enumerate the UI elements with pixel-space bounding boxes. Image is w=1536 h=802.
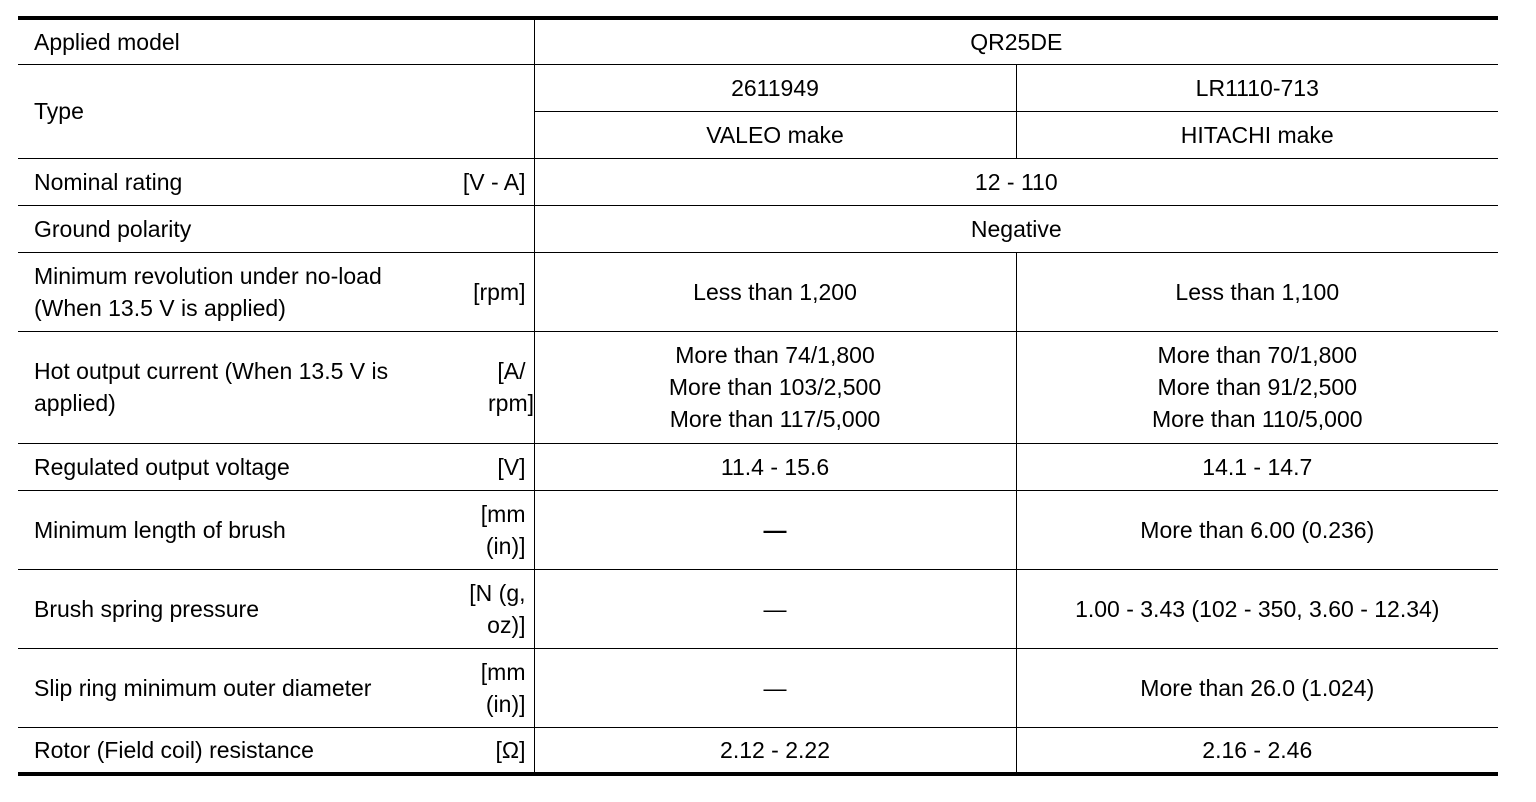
ground-polarity-label: Ground polarity: [18, 205, 534, 252]
hot-output-col2-line: More than 110/5,000: [1151, 406, 1363, 432]
type-col2-make: HITACHI make: [1016, 111, 1498, 158]
ground-polarity-value: Negative: [534, 205, 1498, 252]
hot-output-label: Hot output current (When 13.5 V is applied): [18, 331, 428, 443]
brush-length-col2: More than 6.00 (0.236): [1016, 490, 1498, 569]
brush-spring-unit: [N (g, oz)]: [428, 569, 534, 648]
hot-output-col1-line: More than 74/1,800: [675, 342, 875, 368]
row-applied-model: [18, 18, 1498, 64]
nominal-rating-unit: [V - A]: [428, 158, 534, 205]
min-revolution-unit: [rpm]: [428, 252, 534, 331]
row-nominal-rating: [18, 158, 1498, 205]
slip-ring-col2: More than 26.0 (1.024): [1016, 648, 1498, 727]
rotor-resistance-col2: 2.16 - 2.46: [1016, 727, 1498, 774]
slip-ring-col1: —: [534, 648, 1016, 727]
rotor-resistance-unit: [Ω]: [428, 727, 534, 774]
regulated-voltage-label: Regulated output voltage: [18, 443, 428, 490]
hot-output-col2: [1016, 331, 1498, 443]
applied-model-value: QR25DE: [534, 18, 1498, 64]
regulated-voltage-unit: [V]: [428, 443, 534, 490]
regulated-voltage-col2: 14.1 - 14.7: [1016, 443, 1498, 490]
row-hot-output-current: [18, 331, 1498, 443]
row-slip-ring: [18, 648, 1498, 727]
row-brush-spring: [18, 569, 1498, 648]
type-col1-make: VALEO make: [534, 111, 1016, 158]
brush-length-col1: —: [534, 490, 1016, 569]
min-revolution-col1: Less than 1,200: [534, 252, 1016, 331]
type-col2-part: LR1110-713: [1016, 64, 1498, 111]
min-revolution-col2: Less than 1,100: [1016, 252, 1498, 331]
hot-output-col1-line: More than 117/5,000: [669, 406, 881, 432]
rotor-resistance-col1: 2.12 - 2.22: [534, 727, 1016, 774]
hot-output-unit: [A/ rpm]: [428, 331, 534, 443]
slip-ring-label: Slip ring minimum outer diameter: [18, 648, 428, 727]
min-revolution-label: Minimum revolution under no-load (When 13.5 V is applied): [18, 252, 428, 331]
slip-ring-unit: [mm (in)]: [428, 648, 534, 727]
nominal-rating-label: Nominal rating: [18, 158, 428, 205]
applied-model-label: Applied model: [18, 18, 534, 64]
row-min-revolution: [18, 252, 1498, 331]
row-rotor-resistance: [18, 727, 1498, 774]
hot-output-col2-line: More than 91/2,500: [1157, 374, 1358, 400]
brush-length-label: Minimum length of brush: [18, 490, 428, 569]
hot-output-col1: [534, 331, 1016, 443]
brush-spring-label: Brush spring pressure: [18, 569, 428, 648]
row-brush-length: [18, 490, 1498, 569]
type-col1-part: 2611949: [534, 64, 1016, 111]
row-ground-polarity: [18, 205, 1498, 252]
rotor-resistance-label: Rotor (Field coil) resistance: [18, 727, 428, 774]
hot-output-col1-line: More than 103/2,500: [668, 374, 882, 400]
brush-spring-col2: 1.00 - 3.43 (102 - 350, 3.60 - 12.34): [1016, 569, 1498, 648]
alternator-spec-table: [18, 16, 1498, 776]
hot-output-col2-line: More than 70/1,800: [1157, 342, 1358, 368]
brush-length-unit: [mm (in)]: [428, 490, 534, 569]
brush-spring-col1: —: [534, 569, 1016, 648]
type-label: Type: [18, 64, 534, 158]
regulated-voltage-col1: 11.4 - 15.6: [534, 443, 1016, 490]
row-regulated-voltage: [18, 443, 1498, 490]
row-type-part: [18, 64, 1498, 111]
nominal-rating-value: 12 - 110: [534, 158, 1498, 205]
